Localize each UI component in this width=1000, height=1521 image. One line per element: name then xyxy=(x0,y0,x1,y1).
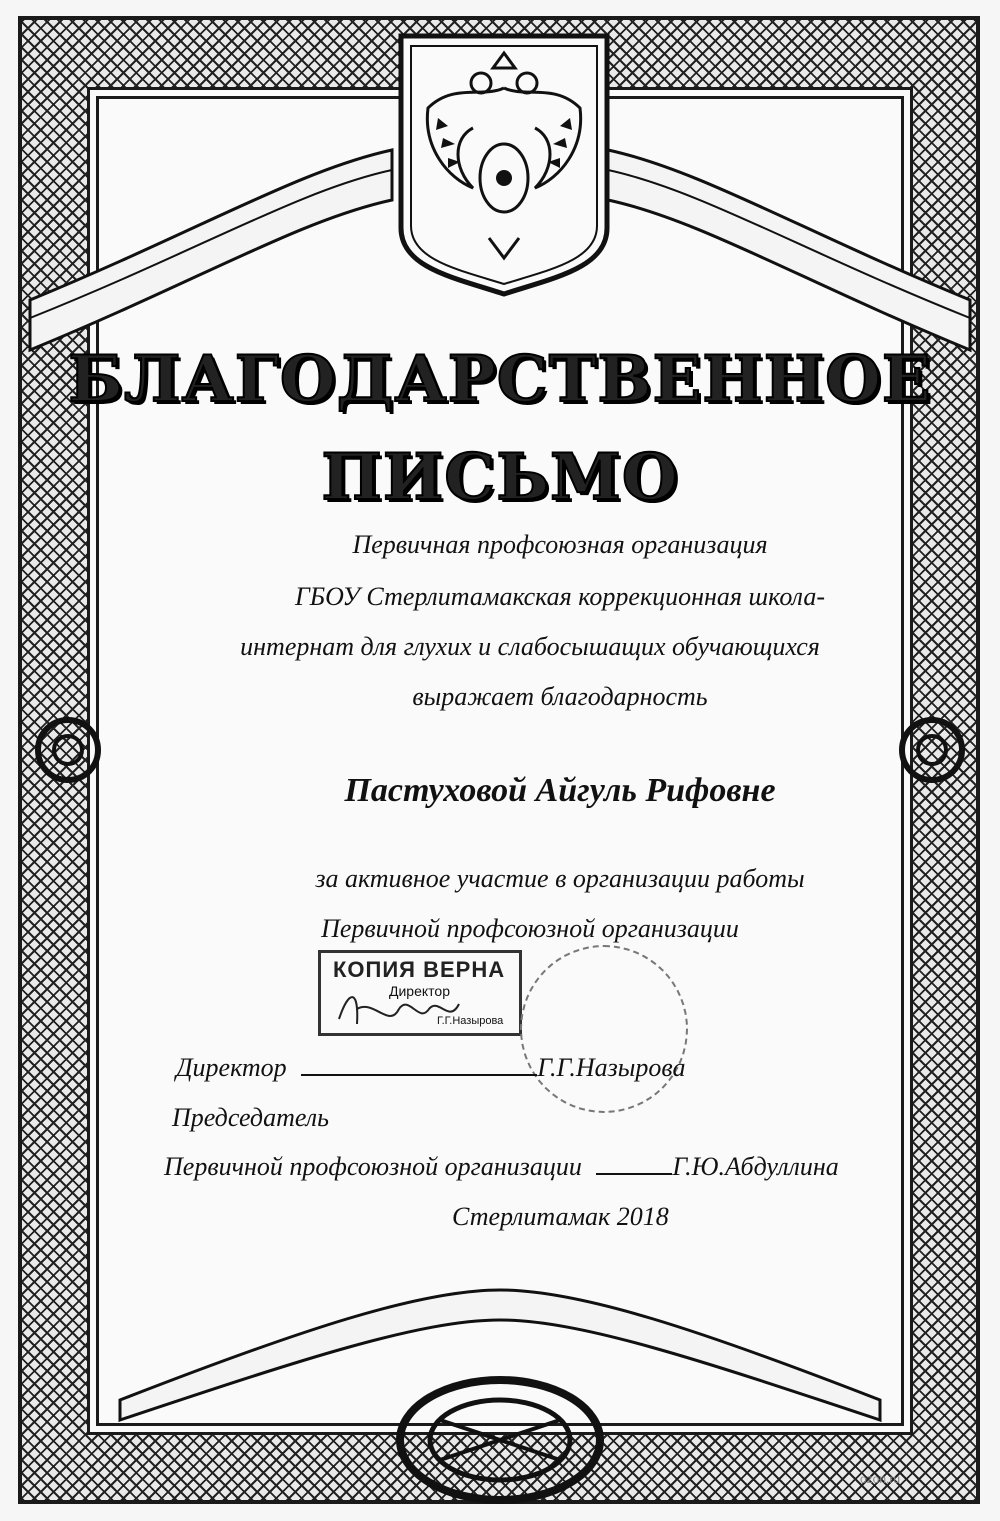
org-line-2: ГБОУ Стерлитамакская коррекционная школа- xyxy=(295,582,825,611)
director-signature-row xyxy=(176,1053,686,1083)
stamp-title: КОПИЯ ВЕРНА xyxy=(333,957,506,982)
org-line-4: выражает благодарность xyxy=(412,682,708,711)
stamp-role: Директор xyxy=(389,983,450,999)
director-signature-line xyxy=(301,1074,537,1076)
place-year: Стерлитамак 2018 xyxy=(452,1202,669,1231)
bottom-ornament xyxy=(400,1380,600,1500)
chair-label: Председатель xyxy=(172,1103,329,1132)
round-seal xyxy=(520,945,688,1113)
chair-name: Г.Ю.Абдуллина xyxy=(672,1152,839,1181)
recipient-name: Пастуховой Айгуль Рифовне xyxy=(344,772,776,809)
document-title-line2: ПИСЬМО xyxy=(321,440,679,515)
director-name: Г.Г.Назырова xyxy=(537,1053,686,1082)
document-title-line1: БЛАГОДАРСТВЕННОЕ xyxy=(68,342,932,417)
chair-org: Первичной профсоюзной организации xyxy=(164,1152,582,1181)
org-line-1: Первичная профсоюзная организация xyxy=(352,530,768,559)
handwritten-signature xyxy=(329,979,469,1039)
director-label: Директор xyxy=(176,1053,287,1082)
chair-signature-line xyxy=(596,1173,672,1175)
reason-line-1: за активное участие в организации работы xyxy=(315,864,805,893)
copy-stamp xyxy=(318,950,522,1036)
stamp-fio: Г.Г.Назырова xyxy=(437,1015,504,1027)
reason-line-2: Первичной профсоюзной организации xyxy=(321,914,739,943)
side-ornament-left xyxy=(38,720,98,780)
watermark: ozon.ru xyxy=(860,1472,901,1486)
chair-signature-row xyxy=(164,1152,839,1182)
side-ornament-right xyxy=(902,720,962,780)
org-line-3: интернат для глухих и слабосышащих обучающихся xyxy=(240,632,820,661)
coat-of-arms-icon xyxy=(393,28,615,298)
